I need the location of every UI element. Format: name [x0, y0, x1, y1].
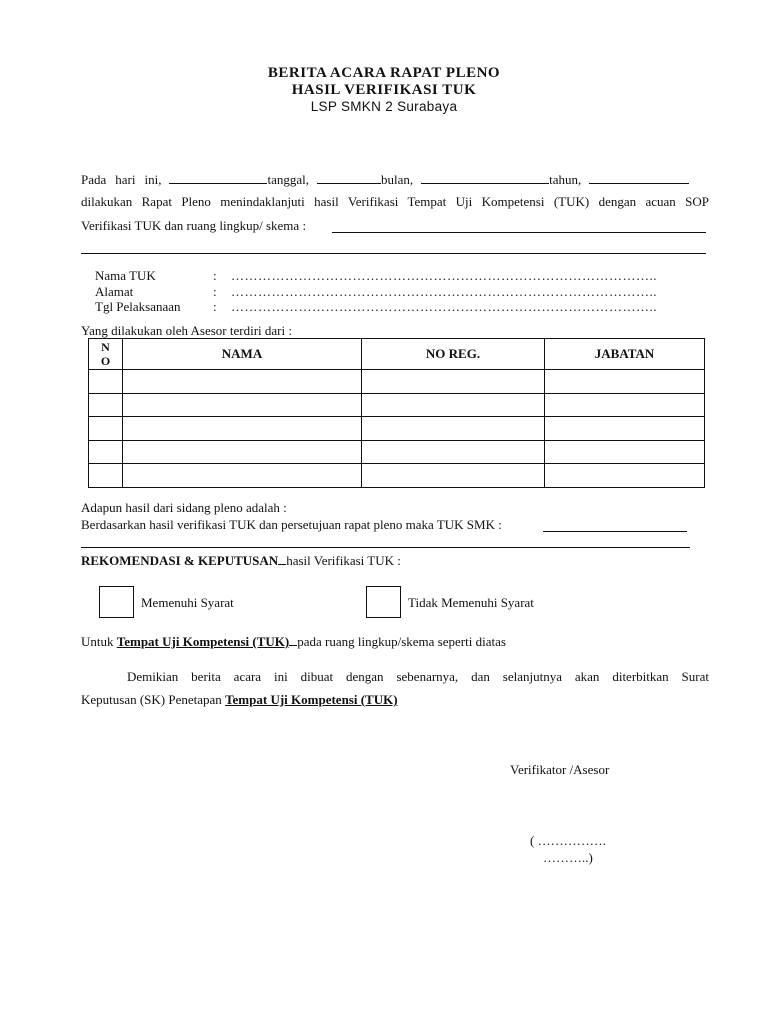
info-dots[interactable]: …………………………………………………………………………………..	[231, 268, 657, 283]
intro-word-hari: hari	[115, 172, 136, 187]
intro-line3-text: Verifikasi TUK dan ruang lingkup/ skema :	[81, 218, 307, 233]
info-colon: :	[213, 268, 217, 283]
header-noreg: NO REG.	[362, 339, 545, 370]
closing-line2	[81, 692, 398, 708]
rekomendasi-line	[81, 552, 401, 569]
intro-line1	[81, 171, 709, 188]
cell-noreg[interactable]	[362, 464, 545, 488]
untuk-post: pada ruang lingkup/skema seperti diatas	[297, 634, 506, 649]
memenuhi-syarat-label: Memenuhi Syarat	[141, 595, 234, 610]
bulan-blank[interactable]	[421, 171, 549, 184]
document-title-line2: HASIL VERIFIKASI TUK	[291, 82, 477, 98]
table-row	[89, 370, 705, 394]
cell-nama[interactable]	[123, 370, 362, 394]
tanggal-blank[interactable]	[317, 171, 381, 184]
cell-nama[interactable]	[123, 440, 362, 464]
asesor-table	[88, 338, 705, 488]
cell-no[interactable]	[89, 417, 123, 441]
intro-word-tanggal: tanggal,	[267, 172, 309, 187]
cell-jabatan[interactable]	[545, 440, 705, 464]
rekomendasi-heading: REKOMENDASI & KEPUTUSAN	[81, 553, 279, 568]
hasil-blank-line[interactable]	[81, 547, 690, 548]
header-no	[89, 339, 123, 370]
signature-role: Verifikator /Asesor	[510, 762, 610, 777]
cell-no[interactable]	[89, 370, 123, 394]
cell-noreg[interactable]	[362, 370, 545, 394]
intro-word-tahun: tahun,	[549, 172, 582, 187]
table-row	[89, 417, 705, 441]
info-label: Tgl Pelaksanaan	[95, 299, 181, 314]
intro-word-bulan: bulan,	[381, 172, 414, 187]
tidak-memenuhi-syarat-label: Tidak Memenuhi Syarat	[408, 595, 534, 610]
intro-line2: dilakukan Rapat Pleno menindaklanjuti hasil Verifikasi Tempat Uji Kompetensi (TUK) dengan acuan SOP	[81, 194, 709, 209]
untuk-pre: Untuk	[81, 634, 114, 649]
info-colon: :	[213, 284, 217, 299]
info-colon: :	[213, 299, 217, 314]
cell-noreg[interactable]	[362, 440, 545, 464]
cell-noreg[interactable]	[362, 393, 545, 417]
intro-word-pada: Pada	[81, 172, 107, 187]
table-row	[89, 440, 705, 464]
skema-blank[interactable]	[332, 232, 706, 233]
cell-noreg[interactable]	[362, 417, 545, 441]
cell-jabatan[interactable]	[545, 464, 705, 488]
info-dots[interactable]: …………………………………………………………………………………..	[231, 299, 657, 314]
cell-nama[interactable]	[123, 464, 362, 488]
signature-paren-close: ………..)	[543, 850, 593, 865]
hasil-line2	[81, 517, 502, 533]
info-label: Nama TUK	[95, 268, 156, 283]
intro-line3	[81, 218, 306, 234]
table-header-row	[89, 339, 705, 370]
rekomendasi-underscore	[278, 552, 286, 565]
tidak-memenuhi-syarat-checkbox[interactable]	[366, 586, 401, 618]
untuk-line	[81, 633, 506, 650]
cell-no[interactable]	[89, 440, 123, 464]
cell-no[interactable]	[89, 464, 123, 488]
closing-tuk-bold: Tempat Uji Kompetensi (TUK)	[225, 692, 398, 707]
closing-line1: Demikian berita acara ini dibuat dengan sebenarnya, dan selanjutnya akan diterbitkan Surat	[127, 669, 709, 684]
tuk-smk-blank[interactable]	[543, 531, 687, 532]
cell-nama[interactable]	[123, 393, 362, 417]
hari-blank[interactable]	[169, 171, 267, 184]
document-title: BERITA ACARA RAPAT PLENO	[267, 65, 501, 81]
hasil-line1: Adapun hasil dari sidang pleno adalah :	[81, 500, 287, 515]
untuk-tuk-bold: Tempat Uji Kompetensi (TUK)	[116, 634, 290, 649]
header-no-line1: N	[101, 340, 110, 354]
rekomendasi-rest: hasil Verifikasi TUK :	[286, 553, 401, 568]
cell-nama[interactable]	[123, 417, 362, 441]
tahun-blank[interactable]	[589, 171, 689, 184]
asesor-intro: Yang dilakukan oleh Asesor terdiri dari :	[81, 323, 292, 338]
header-nama: NAMA	[123, 339, 362, 370]
info-dots[interactable]: …………………………………………………………………………………..	[231, 284, 657, 299]
document-subtitle: LSP SMKN 2 Surabaya	[310, 99, 458, 114]
info-label: Alamat	[95, 284, 134, 299]
table-row	[89, 393, 705, 417]
signature-paren-open: ( …………….	[530, 833, 606, 848]
memenuhi-syarat-checkbox[interactable]	[99, 586, 134, 618]
cell-jabatan[interactable]	[545, 417, 705, 441]
cell-no[interactable]	[89, 393, 123, 417]
header-jabatan: JABATAN	[545, 339, 705, 370]
skema-blank-line2[interactable]	[81, 253, 706, 254]
cell-jabatan[interactable]	[545, 370, 705, 394]
closing-line2-pre: Keputusan (SK) Penetapan	[81, 692, 222, 707]
hasil-line2-text: Berdasarkan hasil verifikasi TUK dan persetujuan rapat pleno maka TUK SMK :	[81, 517, 502, 532]
intro-word-ini: ini,	[144, 172, 162, 187]
table-row	[89, 464, 705, 488]
cell-jabatan[interactable]	[545, 393, 705, 417]
header-no-line2: O	[100, 354, 111, 368]
